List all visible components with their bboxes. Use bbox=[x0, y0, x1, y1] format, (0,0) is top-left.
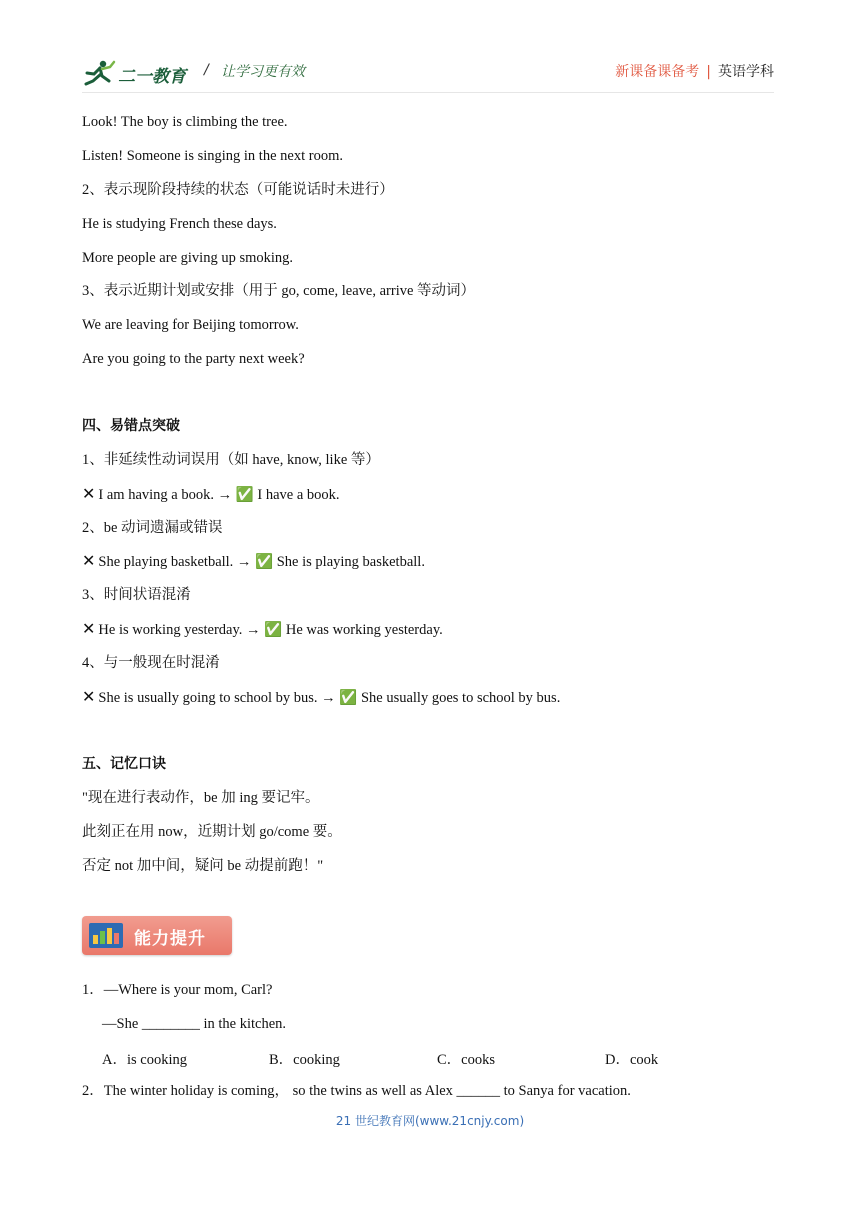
cross-icon: ✕ bbox=[82, 687, 96, 706]
header-slash: / bbox=[204, 62, 209, 78]
cross-icon: ✕ bbox=[82, 484, 96, 503]
error-label: 4、与一般现在时混淆 bbox=[82, 655, 220, 671]
error-example bbox=[82, 688, 560, 707]
ability-badge bbox=[82, 916, 232, 955]
site-logo bbox=[82, 59, 188, 87]
section-heading: 四、易错点突破 bbox=[82, 418, 180, 434]
error-label: 3、时间状语混淆 bbox=[82, 587, 191, 603]
cross-icon: ✕ bbox=[82, 619, 96, 638]
page-footer: 21 世纪教育网(www.21cnjy.com) bbox=[335, 1114, 525, 1128]
error-correction-text: She is usually going to school by bus. → ✅ She usually goes to school by bus. bbox=[98, 690, 561, 706]
question-reply: —She ________ in the kitchen. bbox=[102, 1016, 287, 1032]
error-example bbox=[82, 485, 340, 504]
logo-text: 二一教育 bbox=[118, 67, 186, 87]
option-b: B．cooking bbox=[269, 1052, 340, 1068]
mnemonic-line: "现在进行表动作，be 加 ing 要记牢。 bbox=[82, 790, 320, 806]
error-correction-text: He is working yesterday. → ✅ He was working yesterday. bbox=[98, 622, 443, 638]
badge-label: 能力提升 bbox=[134, 929, 206, 949]
header-subject: 英语学科 bbox=[718, 64, 774, 80]
question-stem: 1．—Where is your mom, Carl? bbox=[82, 982, 273, 998]
header-course-label: 新课备课备考 bbox=[615, 64, 700, 80]
option-d: D．cook bbox=[605, 1052, 659, 1068]
error-correction-text: I am having a book. → ✅ I have a book. bbox=[98, 487, 340, 503]
runner-logo-icon bbox=[82, 59, 116, 87]
cross-icon: ✕ bbox=[82, 551, 96, 570]
example-line: More people are giving up smoking. bbox=[82, 250, 294, 266]
header-tagline: 让学习更有效 bbox=[221, 64, 305, 80]
chart-icon bbox=[89, 923, 123, 948]
rule-label: 2、表示现阶段持续的状态（可能说话时未进行） bbox=[82, 182, 394, 198]
error-correction-text: She playing basketball. → ✅ She is playing basketball. bbox=[98, 554, 425, 570]
example-line: Listen! Someone is singing in the next room. bbox=[82, 148, 343, 164]
rule-label: 3、表示近期计划或安排（用于 go, come, leave, arrive 等动词） bbox=[82, 283, 476, 299]
error-label: 1、非延续性动词误用（如 have, know, like 等） bbox=[82, 452, 380, 468]
option-c: C．cooks bbox=[437, 1052, 495, 1068]
example-line: Look! The boy is climbing the tree. bbox=[82, 114, 288, 130]
example-line: We are leaving for Beijing tomorrow. bbox=[82, 317, 299, 333]
mnemonic-line: 否定 not 加中间，疑问 be 动提前跑！" bbox=[82, 858, 324, 874]
example-line: He is studying French these days. bbox=[82, 216, 277, 232]
header-right bbox=[615, 61, 774, 81]
mnemonic-line: 此刻正在用 now，近期计划 go/come 要。 bbox=[82, 824, 342, 840]
example-line: Are you going to the party next week? bbox=[82, 351, 305, 367]
page-header bbox=[82, 55, 774, 91]
error-example bbox=[82, 552, 425, 571]
error-example bbox=[82, 620, 443, 639]
question-stem: 2．The winter holiday is coming， so the twins as well as Alex ______ to Sanya for vacation. bbox=[82, 1083, 631, 1099]
section-heading: 五、记忆口诀 bbox=[82, 756, 166, 772]
header-divider bbox=[82, 92, 774, 93]
header-separator: | bbox=[706, 64, 711, 80]
error-label: 2、be 动词遗漏或错误 bbox=[82, 520, 223, 536]
option-a: A．is cooking bbox=[102, 1052, 187, 1068]
